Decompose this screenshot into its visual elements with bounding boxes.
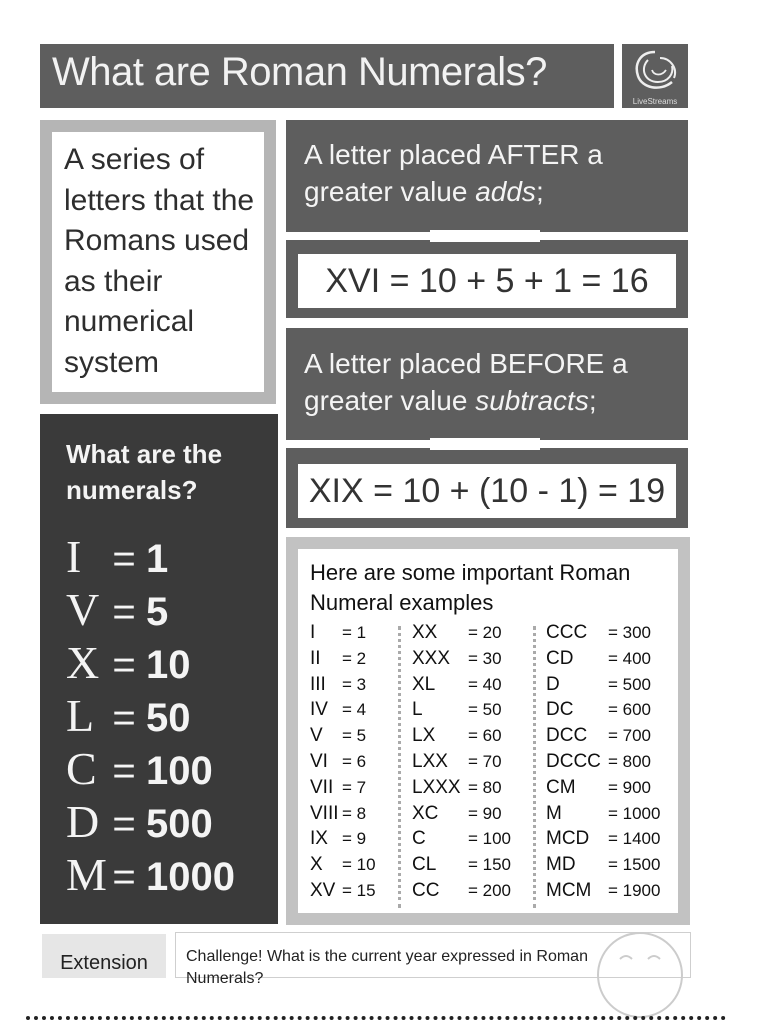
example-value: = 900 <box>608 777 652 797</box>
numeral-letter: V <box>66 584 100 635</box>
example-value: = 70 <box>468 751 502 771</box>
example-row <box>546 826 676 852</box>
example-value: = 90 <box>468 803 502 823</box>
example-numeral: III <box>310 673 326 695</box>
logo-text: LiveStreams <box>632 97 678 106</box>
before-rule-emphasis: subtracts <box>475 385 589 416</box>
example-numeral: LX <box>412 725 436 747</box>
example-row <box>310 801 394 827</box>
example-row <box>412 646 536 672</box>
example-numeral: MCD <box>546 828 590 850</box>
example-row <box>310 878 394 904</box>
before-rule-tail: ; <box>588 385 597 416</box>
equals-sign: = <box>112 802 136 846</box>
after-rule-lead: A letter placed AFTER a greater value <box>304 139 603 207</box>
numeral-letter: M <box>66 849 107 900</box>
example-row <box>546 646 676 672</box>
example-numeral: LXX <box>412 750 448 772</box>
example-numeral: DCCC <box>546 750 601 772</box>
before-rule-lead: A letter placed BEFORE a greater value <box>304 348 628 416</box>
logo <box>622 44 688 108</box>
example-row <box>310 646 394 672</box>
column-divider <box>533 626 536 908</box>
example-row <box>412 878 536 904</box>
example-row <box>310 697 394 723</box>
numeral-row <box>66 848 272 901</box>
example-row <box>546 749 676 775</box>
examples-column-1 <box>310 620 394 904</box>
example-numeral: D <box>546 673 560 695</box>
numeral-value: 1 <box>146 537 169 581</box>
panel-notch <box>430 438 540 450</box>
example-value: = 20 <box>468 623 502 642</box>
example-value: = 15 <box>342 880 376 900</box>
example-numeral: DCC <box>546 725 588 747</box>
equals-sign: = <box>112 590 136 634</box>
example-row <box>310 852 394 878</box>
example-numeral: CM <box>546 776 576 798</box>
example-value: = 150 <box>468 855 512 875</box>
example-value: = 1500 <box>608 855 661 875</box>
example-numeral: I <box>310 622 316 643</box>
example-value: = 50 <box>468 700 502 720</box>
example-numeral: CD <box>546 647 574 669</box>
example-numeral: M <box>546 802 562 824</box>
example-numeral: IV <box>310 699 328 721</box>
numeral-row <box>66 689 272 742</box>
example-value: = 100 <box>468 829 512 849</box>
example-numeral: XXX <box>412 647 451 669</box>
example-value: = 1000 <box>608 803 661 823</box>
example-numeral: L <box>412 699 423 721</box>
example-numeral: CC <box>412 879 440 901</box>
example-row <box>412 672 536 698</box>
after-rule-tail: ; <box>535 176 544 207</box>
extension-label: Extension <box>60 952 148 974</box>
smiley-face-icon <box>592 929 688 989</box>
example-row <box>310 826 394 852</box>
example-row <box>412 723 536 749</box>
numeral-letter: C <box>66 743 97 794</box>
example-value: = 40 <box>468 674 502 694</box>
example-numeral: XL <box>412 673 436 695</box>
numeral-value: 500 <box>146 802 213 846</box>
example-value: = 500 <box>608 674 652 694</box>
example-row <box>546 775 676 801</box>
example-value: = 10 <box>342 855 376 875</box>
example-numeral: VIII <box>310 802 339 824</box>
example-row <box>412 620 536 646</box>
example-row <box>310 775 394 801</box>
example-numeral: VII <box>310 776 334 798</box>
example-value: = 6 <box>342 751 367 771</box>
example-value: = 60 <box>468 726 502 746</box>
example-row <box>546 723 676 749</box>
example-value: = 9 <box>342 829 367 849</box>
numeral-letter: D <box>66 796 100 847</box>
after-example-text: XVI = 10 + 5 + 1 = 16 <box>325 262 649 300</box>
numerals-list <box>66 530 272 901</box>
example-value: = 700 <box>608 726 652 746</box>
example-row <box>546 672 676 698</box>
numeral-row <box>66 795 272 848</box>
example-row <box>310 672 394 698</box>
numeral-value: 1000 <box>146 855 235 899</box>
equals-sign: = <box>112 537 136 581</box>
example-row <box>546 620 676 646</box>
example-row <box>412 775 536 801</box>
equals-sign: = <box>112 643 136 687</box>
example-numeral: XX <box>412 622 438 643</box>
example-row <box>412 801 536 827</box>
numeral-row <box>66 742 272 795</box>
example-value: = 80 <box>468 777 502 797</box>
example-row <box>310 620 394 646</box>
example-numeral: CCC <box>546 622 588 643</box>
example-value: = 200 <box>468 880 512 900</box>
example-value: = 1400 <box>608 829 661 849</box>
example-value: = 600 <box>608 700 652 720</box>
example-row <box>546 852 676 878</box>
column-divider <box>398 626 401 908</box>
example-row <box>412 852 536 878</box>
numeral-row <box>66 636 272 689</box>
example-row <box>546 697 676 723</box>
numeral-letter: X <box>66 637 100 688</box>
panel-notch <box>430 230 540 242</box>
example-value: = 3 <box>342 674 367 694</box>
example-value: = 2 <box>342 648 367 668</box>
example-row <box>546 878 676 904</box>
definition-text: A series of letters that the Romans used as their numerical system <box>64 143 255 379</box>
numeral-row <box>66 530 272 583</box>
example-numeral: C <box>412 828 426 850</box>
example-numeral: VI <box>310 750 328 772</box>
example-row <box>310 723 394 749</box>
example-numeral: V <box>310 725 323 747</box>
numerals-heading: What are the numerals? <box>66 439 223 505</box>
example-row <box>546 801 676 827</box>
example-value: = 8 <box>342 803 367 823</box>
example-numeral: MCM <box>546 879 592 901</box>
example-value: = 800 <box>608 751 652 771</box>
examples-column-3 <box>546 620 676 904</box>
numeral-row <box>66 583 272 636</box>
before-rule-text <box>304 345 684 419</box>
example-row <box>412 749 536 775</box>
examples-column-2 <box>412 620 536 904</box>
before-example-text: XIX = 10 + (10 - 1) = 19 <box>308 472 666 510</box>
example-row <box>412 697 536 723</box>
example-numeral: MD <box>546 854 576 876</box>
after-rule-emphasis: adds <box>475 176 536 207</box>
example-numeral: XV <box>310 879 336 901</box>
example-value: = 1 <box>342 623 367 642</box>
example-value: = 4 <box>342 700 367 720</box>
example-value: = 400 <box>608 648 652 668</box>
example-numeral: XC <box>412 802 439 824</box>
numeral-letter: I <box>66 531 82 582</box>
example-numeral: II <box>310 647 321 669</box>
numeral-value: 10 <box>146 643 191 687</box>
example-value: = 1900 <box>608 880 661 900</box>
example-numeral: DC <box>546 699 574 721</box>
examples-heading: Here are some important Roman Numeral examples <box>310 560 631 615</box>
equals-sign: = <box>112 855 136 899</box>
example-row <box>412 826 536 852</box>
example-numeral: X <box>310 854 323 876</box>
after-rule-text <box>304 136 684 210</box>
page-edge-dots <box>26 1016 726 1020</box>
equals-sign: = <box>112 749 136 793</box>
swirl-icon <box>626 46 684 96</box>
example-value: = 30 <box>468 648 502 668</box>
numeral-letter: L <box>66 690 95 741</box>
example-value: = 7 <box>342 777 367 797</box>
example-numeral: CL <box>412 854 437 876</box>
equals-sign: = <box>112 696 136 740</box>
example-numeral: LXXX <box>412 776 461 798</box>
example-value: = 300 <box>608 623 652 642</box>
numeral-value: 50 <box>146 696 191 740</box>
challenge-text: Challenge! What is the current year expressed in Roman Numerals? <box>186 948 588 987</box>
challenge-box <box>175 932 691 987</box>
example-value: = 5 <box>342 726 367 746</box>
numeral-value: 100 <box>146 749 213 793</box>
example-row <box>310 749 394 775</box>
page-title: What are Roman Numerals? <box>52 50 547 94</box>
numeral-value: 5 <box>146 590 169 634</box>
example-numeral: IX <box>310 828 328 850</box>
